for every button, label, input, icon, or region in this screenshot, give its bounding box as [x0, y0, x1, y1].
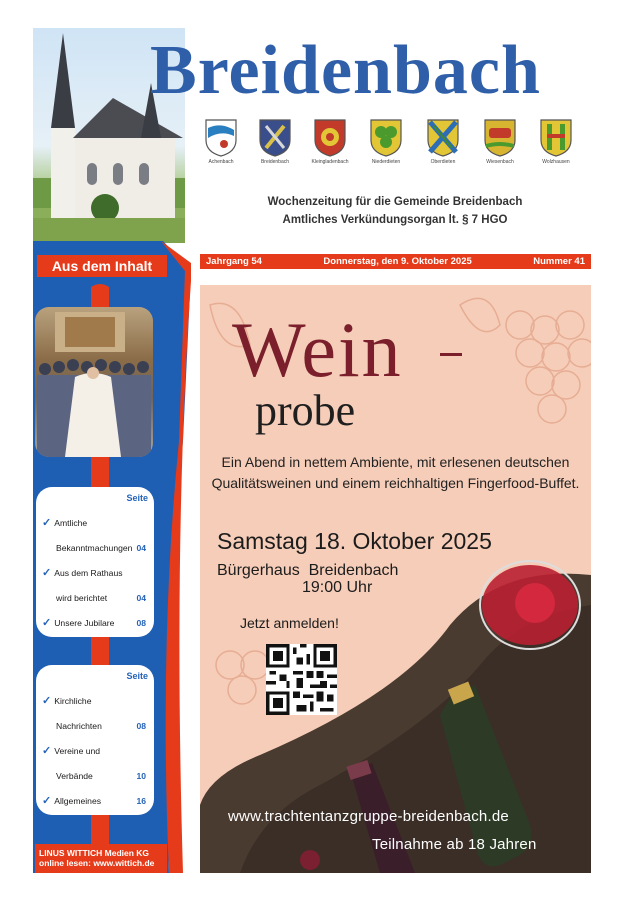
checkmark-icon: ✓ — [42, 795, 52, 807]
event-venue: Bürgerhaus Breidenbach — [217, 562, 399, 579]
qr-code[interactable] — [266, 644, 337, 715]
contents-header: Aus dem Inhalt — [37, 255, 167, 277]
toc-entry-line2[interactable]: Nachrichten 08 — [42, 714, 148, 739]
toc-page: 08 — [136, 721, 146, 731]
toc-page: 04 — [136, 593, 146, 603]
toc-entry[interactable]: ✓ Vereine und — [42, 745, 101, 757]
issue-info-bar — [200, 254, 591, 269]
page-column-label: Seite — [126, 493, 148, 503]
page-column-label: Seite — [126, 671, 148, 681]
contents-box-1 — [36, 487, 154, 637]
crest-kleingladenbach: Kleingladenbach — [306, 118, 354, 165]
crest-wiesenbach: Wiesenbach — [476, 118, 524, 165]
toc-entry[interactable]: ✓ Unsere Jubilare 08 — [42, 611, 148, 636]
toc-entry-line2[interactable]: Bekanntmachungen 04 — [42, 536, 148, 561]
toc-entry-line2[interactable]: Verbände 10 — [42, 764, 148, 789]
crest-achenbach: Achenbach — [197, 118, 245, 165]
crest-breidenbach: Breidenbach — [251, 118, 299, 165]
event-date: Samstag 18. Oktober 2025 — [217, 528, 492, 554]
checkmark-icon: ✓ — [42, 567, 52, 579]
poster-description: Ein Abend in nettem Ambiente, mit erlesenen deutschen Qualitätsweinen und einem reichhaltigen Fingerfood-Buffet. — [211, 454, 580, 491]
toc-entry-line2[interactable]: wird berichtet 04 — [42, 586, 148, 611]
toc-entry[interactable]: ✓ Amtliche — [42, 517, 88, 529]
event-time: 19:00 Uhr — [302, 579, 373, 596]
publisher-url[interactable]: online lesen: www.wittich.de — [39, 858, 155, 868]
toc-page: 08 — [136, 618, 146, 628]
age-restriction: Teilnahme ab 18 Jahren — [372, 836, 537, 853]
toc-page: 10 — [136, 771, 146, 781]
subtitle-line-2: Amtliches Verkündungsorgan lt. § 7 HGO — [282, 214, 508, 226]
crest-wolzhausen: Wolzhausen — [532, 118, 580, 165]
publisher-name: LINUS WITTICH Medien KG — [39, 848, 150, 858]
checkmark-icon: ✓ — [42, 517, 52, 529]
publisher-footer — [35, 844, 167, 873]
toc-page: 16 — [136, 796, 146, 806]
crest-niederdieten: Niederdieten — [362, 118, 410, 165]
group-photo — [35, 307, 153, 457]
toc-entry[interactable]: ✓ Aus dem Rathaus — [42, 567, 123, 579]
poster-title-probe: probe — [255, 386, 356, 435]
register-cta: Jetzt anmelden! — [240, 615, 339, 631]
masthead-title: Breidenbach — [150, 32, 541, 109]
checkmark-icon: ✓ — [42, 695, 52, 707]
toc-entry[interactable]: ✓ Allgemeines 16 — [42, 789, 148, 814]
checkmark-icon: ✓ — [42, 745, 52, 757]
title-dash — [440, 353, 462, 356]
contents-box-2 — [36, 665, 154, 815]
toc-page: 04 — [136, 543, 146, 553]
subtitle-line-1: Wochenzeitung für die Gemeinde Breidenbach — [267, 196, 523, 208]
issue-number: Nummer 41 — [533, 256, 585, 267]
crest-oberdieten: Oberdieten — [419, 118, 467, 165]
poster-title-wein: Wein — [232, 306, 403, 393]
toc-entry[interactable]: ✓ Kirchliche — [42, 695, 92, 707]
sidebar — [33, 241, 191, 873]
event-poster — [200, 285, 591, 873]
event-url[interactable]: www.trachtentanzgruppe-breidenbach.de — [228, 808, 509, 825]
issue-date: Donnerstag, den 9. Oktober 2025 — [323, 256, 472, 267]
checkmark-icon: ✓ — [42, 617, 52, 629]
jahrgang: Jahrgang 54 — [206, 256, 262, 267]
